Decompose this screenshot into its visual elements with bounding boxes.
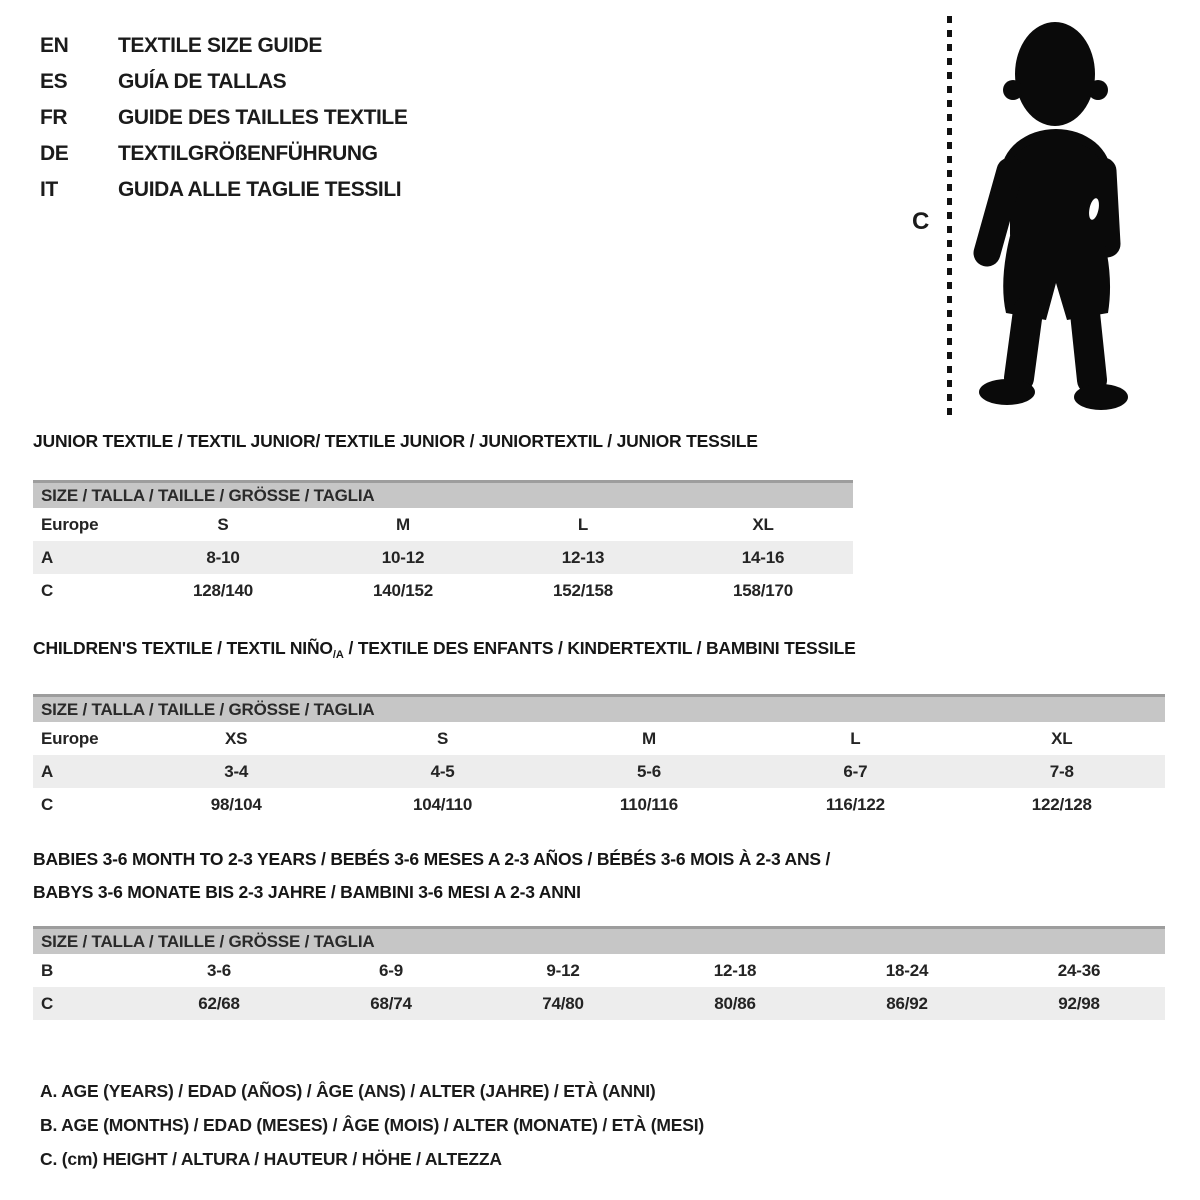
lang-title: GUIDA ALLE TAGLIE TESSILI [118,178,402,201]
size-band-label: SIZE / TALLA / TAILLE / GRÖSSE / TAGLIA [41,700,375,719]
height-cell: 92/98 [1058,993,1100,1013]
size-cell: S [437,728,449,748]
height-cell: 104/110 [413,794,473,814]
height-cell: 80/86 [714,993,756,1013]
row-label: A [41,547,54,567]
height-cell: 110/116 [619,794,679,814]
age-cell: 18-24 [885,960,929,980]
height-cell: 74/80 [542,993,584,1013]
lang-title: TEXTILGRÖßENFÜHRUNG [118,142,378,165]
lang-code: EN [40,34,69,57]
section-title-line1: BABIES 3-6 MONTH TO 2-3 YEARS / BEBÉS 3-6 MESES A 2-3 AÑOS / BÉBÉS 3-6 MOIS À 2-3 ANS / [33,849,831,869]
lang-code: IT [40,178,58,201]
table-row-age [33,541,853,574]
table-row-months [33,954,1165,987]
size-cell: XL [752,514,774,534]
height-dashed-line [947,16,952,416]
height-cell: 116/122 [825,794,885,814]
size-cell: XS [225,728,248,748]
legend-line-b: B. AGE (MONTHS) / EDAD (MESES) / ÂGE (MOIS) / ALTER (MONATE) / ETÀ (MESI) [40,1115,704,1135]
section-title: CHILDREN'S TEXTILE / TEXTIL $NIÑO_{/A}$ / TEXTILE DES ENFANTS / KINDERTEXTIL / BAMBINI TESSILE [33,638,856,661]
height-cell: 128/140 [192,580,254,600]
section-title [33,843,1165,909]
row-label: C [41,794,54,814]
age-cell: 9-12 [546,960,580,980]
height-cell: 152/158 [552,580,614,600]
age-cell: 4-5 [430,761,455,781]
toddler-silhouette-icon [960,16,1150,416]
age-cell: 12-13 [561,547,605,567]
height-cell: 86/92 [886,993,928,1013]
measurement-legend [40,1074,704,1176]
table-row-height [33,987,1165,1020]
height-cell: 98/104 [210,794,262,814]
size-band [33,480,853,508]
language-title-list [40,34,407,202]
height-cell: 158/170 [732,580,794,600]
section-title: JUNIOR TEXTILE / TEXTIL JUNIOR/ TEXTILE JUNIOR / JUNIORTEXTIL / JUNIOR TESSILE [33,431,758,451]
section-junior-textile [33,430,853,607]
row-label: C [41,580,54,600]
section-title-line2: BABYS 3-6 MONATE BIS 2-3 JAHRE / BAMBINI 3-6 MESI A 2-3 ANNI [33,882,581,902]
age-cell: 8-10 [206,547,240,567]
section-babies [33,843,1165,1020]
height-cell: 140/152 [372,580,434,600]
legend-line-a: A. AGE (YEARS) / EDAD (AÑOS) / ÂGE (ANS) / ALTER (JAHRE) / ETÀ (ANNI) [40,1081,656,1101]
age-cell: 3-6 [207,960,231,980]
row-label: C [41,993,54,1013]
height-cell: 122/128 [1031,794,1092,814]
lang-title: GUÍA DE TALLAS [118,70,287,93]
age-cell: 5-6 [637,761,661,781]
age-cell: 10-12 [381,547,425,567]
table-row-age [33,755,1165,788]
size-band [33,926,1165,954]
size-cell: M [396,514,410,534]
row-label: B [41,960,54,980]
age-cell: 24-36 [1057,960,1101,980]
table-row-europe [33,722,1165,755]
size-band-label: SIZE / TALLA / TAILLE / GRÖSSE / TAGLIA [41,932,375,951]
table-row-height [33,574,853,607]
age-cell: 6-7 [843,761,868,781]
size-band-label: SIZE / TALLA / TAILLE / GRÖSSE / TAGLIA [41,486,375,505]
height-cell: 62/68 [198,993,240,1013]
lang-title: TEXTILE SIZE GUIDE [118,34,322,57]
age-cell: 12-18 [713,960,757,980]
legend-line-c: C. (cm) HEIGHT / ALTURA / HAUTEUR / HÖHE / ALTEZZA [40,1149,502,1169]
size-cell: XL [1051,728,1073,748]
row-label: A [41,761,54,781]
row-label: Europe [41,514,99,534]
lang-title: GUIDE DES TAILLES TEXTILE [118,106,408,129]
height-cell: 68/74 [370,993,412,1013]
age-cell: 7-8 [1049,761,1074,781]
lang-code: DE [40,142,69,165]
section-childrens-textile [33,637,1165,821]
size-cell: L [850,728,861,748]
age-cell: 14-16 [741,547,785,567]
table-row-europe [33,508,853,541]
age-cell: 3-4 [224,761,249,781]
age-cell: 6-9 [379,960,403,980]
size-cell: L [577,514,589,534]
size-cell: M [642,728,656,748]
title-subscript: /A [332,649,344,661]
height-measure-label: C [912,208,930,235]
lang-code: ES [40,70,68,93]
row-label: Europe [41,728,99,748]
lang-code: FR [40,106,68,129]
size-band [33,694,1165,722]
size-cell: S [217,514,229,534]
table-row-height [33,788,1165,821]
